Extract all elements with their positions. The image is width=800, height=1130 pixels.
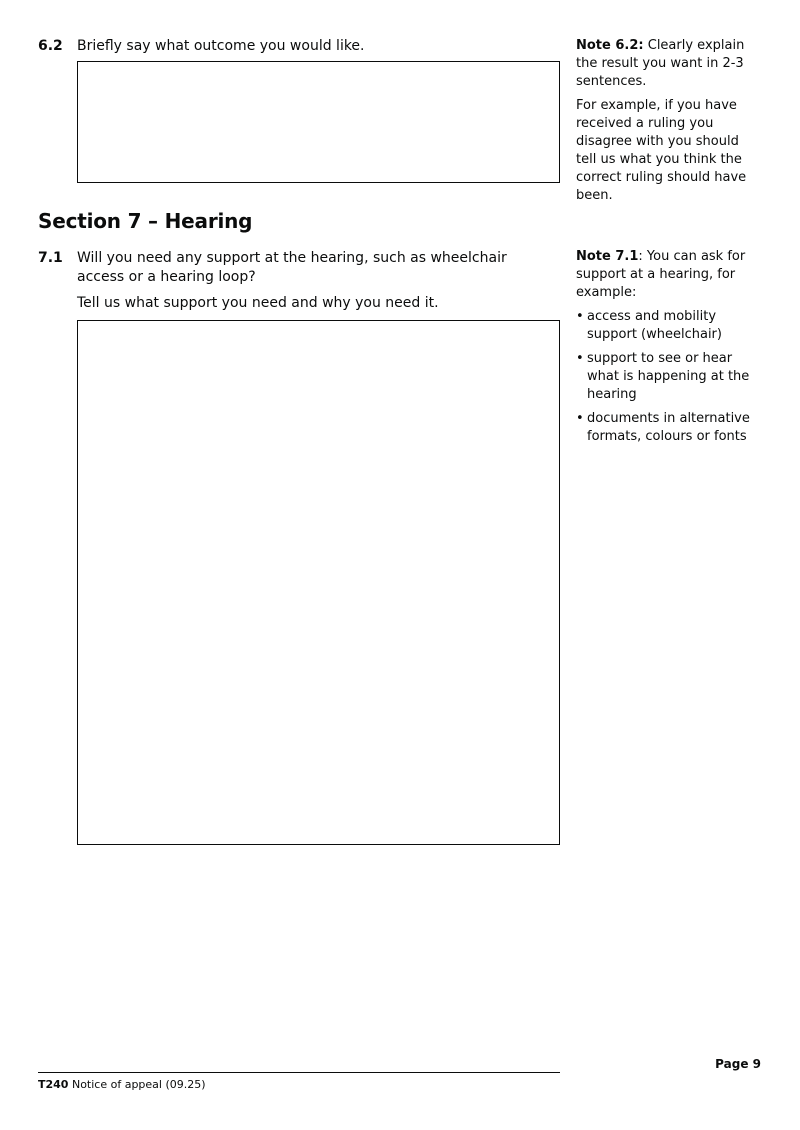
note-7-1-list [576, 308, 758, 446]
support-answer-box[interactable] [77, 320, 560, 845]
list-item [576, 410, 758, 446]
outcome-answer-box[interactable] [77, 61, 560, 183]
bullet-icon: • [576, 309, 584, 324]
footer-divider [38, 1072, 560, 1073]
question-text-6-2: Briefly say what outcome you would like. [77, 38, 365, 54]
list-item [576, 350, 758, 404]
page-number: Page 9 [715, 1057, 761, 1071]
bullet-icon: • [576, 411, 584, 426]
list-item-text: documents in alternative formats, colours or fonts [587, 411, 750, 444]
note-7-1-text: : You can ask for support at a hearing, for example: [576, 249, 746, 300]
note-7-1 [576, 248, 758, 452]
question-number-6-2: 6.2 [38, 38, 63, 54]
note-6-2-label: Note 6.2: [576, 38, 644, 53]
question-number-7-1: 7.1 [38, 250, 63, 266]
question-subtext-7-1: Tell us what support you need and why you need it. [77, 295, 439, 311]
note-6-2-text: Clearly explain the result you want in 2-3 sentences. [576, 38, 745, 89]
form-code: T240 [38, 1078, 69, 1091]
list-item-text: support to see or hear what is happening at the hearing [587, 351, 750, 402]
section-7-heading: Section 7 – Hearing [38, 209, 253, 233]
note-6-2 [576, 37, 758, 211]
list-item [576, 308, 758, 344]
bullet-icon: • [576, 351, 584, 366]
note-7-1-intro [576, 248, 758, 302]
question-text-7-1: Will you need any support at the hearing, such as wheelchair access or a hearing loop? [77, 250, 507, 285]
note-7-1-label: Note 7.1 [576, 249, 639, 264]
note-6-2-intro [576, 37, 758, 91]
note-6-2-example: For example, if you have received a ruling you disagree with you should tell us what you think the correct ruling should have been. [576, 98, 747, 203]
form-title: Notice of appeal (09.25) [68, 1078, 206, 1091]
list-item-text: access and mobility support (wheelchair) [587, 309, 722, 342]
form-reference [38, 1078, 206, 1092]
